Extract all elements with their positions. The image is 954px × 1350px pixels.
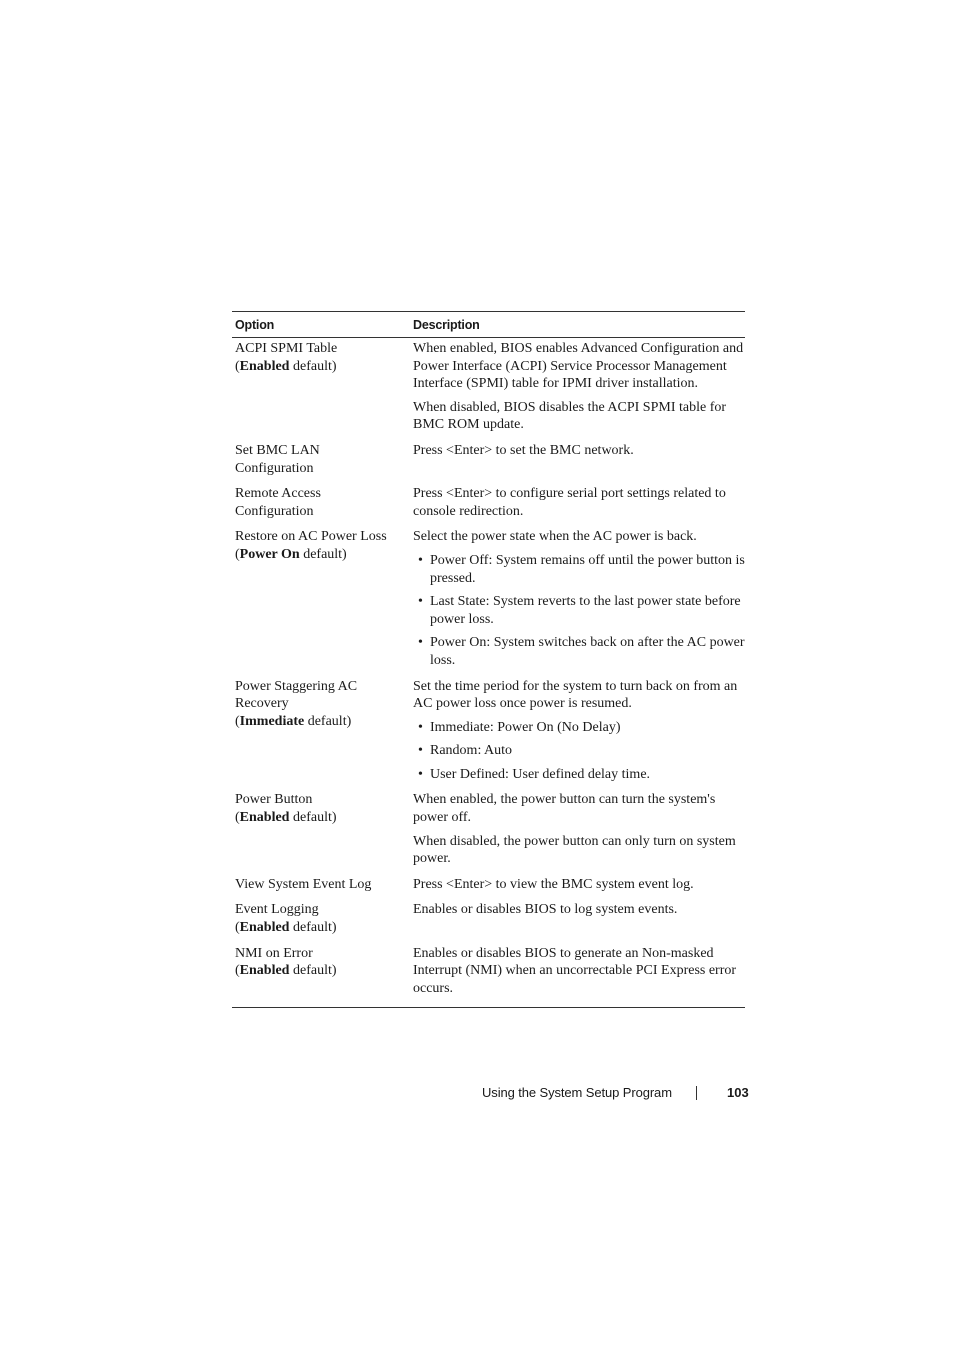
table-header (232, 312, 745, 338)
description-cell (410, 944, 745, 1005)
default-open-paren: ( (235, 810, 240, 826)
default-value: Enabled (239, 810, 290, 826)
description-paragraph: When disabled, the power button can only turn on system power. (413, 833, 736, 867)
option-label-line: Configuration (235, 503, 314, 519)
default-suffix: default) (299, 546, 347, 562)
default-open-paren: ( (235, 920, 240, 936)
option-default (235, 919, 410, 937)
description-cell (410, 484, 745, 527)
bullet-item: • Power On: System switches back on after the AC power loss. (413, 634, 745, 669)
option-label-line: Set BMC LAN (235, 442, 320, 458)
bullet-item: • Power Off: System remains off until the power button is pressed. (413, 552, 745, 587)
description-paragraph: Enables or disables BIOS to generate an Non-masked Interrupt (NMI) when an uncorrectable PCI Express error occurs. (413, 945, 737, 996)
footer-title: Using the System Setup Program (482, 1085, 672, 1100)
table-row (232, 944, 745, 1005)
page-footer (482, 1084, 750, 1104)
option-label-line: ACPI SPMI Table (235, 341, 338, 356)
table-row (232, 790, 745, 874)
description-cell (410, 441, 745, 484)
table-row (232, 339, 745, 441)
options-table (232, 311, 745, 1008)
header-option: Option (235, 317, 275, 332)
default-suffix: default) (289, 810, 337, 826)
option-default (235, 809, 410, 827)
option-label-line: View System Event Log (235, 876, 372, 892)
option-cell (232, 944, 410, 1005)
option-label-line: Recovery (235, 696, 289, 712)
option-default (235, 713, 410, 731)
option-cell (232, 339, 410, 441)
description-paragraph: When enabled, BIOS enables Advanced Configuration and Power Interface (ACPI) Service Processor Management Interface (SPMI) table for IPMI driver installation. (413, 341, 744, 392)
description-paragraph: When disabled, BIOS disables the ACPI SPMI table for BMC ROM update. (413, 399, 727, 433)
description-paragraph: Enables or disables BIOS to log system events. (413, 902, 678, 918)
description-cell (410, 677, 745, 791)
bullet-item: • Random: Auto (413, 742, 745, 760)
option-label-line: Configuration (235, 460, 314, 476)
option-cell (232, 900, 410, 943)
description-paragraph: Press <Enter> to configure serial port settings related to console redirection. (413, 486, 726, 519)
option-label-line: Power Staggering AC (235, 678, 358, 694)
description-cell (410, 790, 745, 874)
default-open-paren: ( (235, 963, 240, 979)
description-paragraph: Select the power state when the AC power is back. (413, 529, 697, 545)
description-cell (410, 339, 745, 441)
default-suffix: default) (289, 963, 337, 979)
description-paragraph: Press <Enter> to set the BMC network. (413, 442, 634, 458)
default-open-paren: ( (235, 713, 240, 729)
description-bullet-list (413, 719, 745, 784)
description-paragraph: Press <Enter> to view the BMC system event log. (413, 876, 694, 892)
page-number: 103 (727, 1085, 749, 1100)
description-cell (410, 527, 745, 676)
option-cell (232, 875, 410, 901)
option-cell (232, 441, 410, 484)
default-value: Immediate (239, 713, 305, 729)
description-cell (410, 875, 745, 901)
description-paragraph: When enabled, the power button can turn the system's power off. (413, 792, 716, 826)
option-cell (232, 790, 410, 874)
description-bullet-list (413, 552, 745, 670)
default-suffix: default) (304, 713, 352, 729)
default-open-paren: ( (235, 358, 240, 374)
default-value: Enabled (239, 358, 290, 374)
table-row (232, 441, 745, 484)
default-value: Power On (239, 546, 300, 562)
option-label-line: Remote Access (235, 486, 321, 502)
default-value: Enabled (239, 963, 290, 979)
default-value: Enabled (239, 920, 290, 936)
description-cell (410, 900, 745, 943)
option-default (235, 962, 410, 980)
bullet-item: • User Defined: User defined delay time. (413, 766, 745, 784)
option-cell (232, 527, 410, 676)
default-open-paren: ( (235, 546, 240, 562)
default-suffix: default) (289, 920, 337, 936)
option-label-line: Event Logging (235, 902, 319, 918)
table-row (232, 677, 745, 791)
header-description: Description (413, 317, 480, 332)
bullet-item: • Immediate: Power On (No Delay) (413, 719, 745, 737)
table-row (232, 900, 745, 943)
option-label-line: Restore on AC Power Loss (235, 529, 387, 545)
option-label-line: Power Button (235, 792, 313, 808)
table-row (232, 875, 745, 901)
option-cell (232, 484, 410, 527)
table-row (232, 527, 745, 676)
option-cell (232, 677, 410, 791)
table-body (232, 338, 745, 1007)
option-default (235, 358, 410, 376)
table-row (232, 484, 745, 527)
default-suffix: default) (289, 358, 337, 374)
option-default (235, 546, 410, 564)
option-label-line: NMI on Error (235, 945, 313, 961)
bullet-item: • Last State: System reverts to the last power state before power loss. (413, 593, 745, 628)
description-paragraph: Set the time period for the system to turn back on from an AC power loss once power is resumed. (413, 678, 738, 712)
footer-separator (696, 1086, 697, 1100)
